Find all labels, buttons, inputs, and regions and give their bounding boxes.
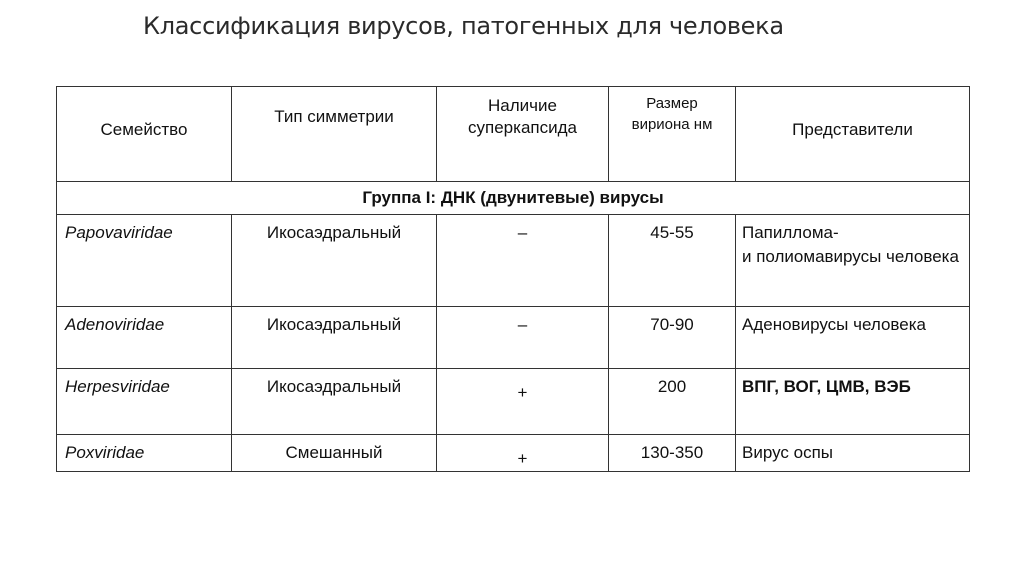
header-envelope: Наличие суперкапсида: [437, 87, 609, 182]
cell-symmetry: Икосаэдральный: [232, 369, 437, 435]
cell-envelope: –: [437, 307, 609, 369]
table-row: [57, 215, 970, 307]
virus-classification-table: [56, 86, 970, 472]
group-row: [57, 182, 970, 215]
slide-title: Классификация вирусов, патогенных для человека: [143, 12, 784, 40]
cell-envelope: –: [437, 215, 609, 307]
table-header-row: [57, 87, 970, 182]
table-row: [57, 435, 970, 472]
cell-envelope: +: [437, 435, 609, 472]
table-row: [57, 369, 970, 435]
cell-representatives: Аденовирусы человека: [736, 307, 970, 369]
cell-size: 200: [609, 369, 736, 435]
cell-size: 70-90: [609, 307, 736, 369]
cell-size: 130-350: [609, 435, 736, 472]
cell-representatives: ВПГ, ВОГ, ЦМВ, ВЭБ: [736, 369, 970, 435]
cell-symmetry: Икосаэдральный: [232, 307, 437, 369]
cell-family: Adenoviridae: [57, 307, 232, 369]
header-representatives: Представители: [736, 87, 970, 182]
cell-representatives: Папиллома- и полиомавирусы человека: [736, 215, 970, 307]
cell-family: Poxviridae: [57, 435, 232, 472]
cell-family: Papovaviridae: [57, 215, 232, 307]
cell-representatives: Вирус оспы: [736, 435, 970, 472]
cell-symmetry: Смешанный: [232, 435, 437, 472]
header-family: Семейство: [57, 87, 232, 182]
header-symmetry: Тип симметрии: [232, 87, 437, 182]
cell-size: 45-55: [609, 215, 736, 307]
cell-symmetry: Икосаэдральный: [232, 215, 437, 307]
table-row: [57, 307, 970, 369]
header-size: Размер вириона нм: [609, 87, 736, 182]
group-label: Группа I: ДНК (двунитевые) вирусы: [57, 182, 970, 215]
cell-envelope: +: [437, 369, 609, 435]
cell-family: Herpesviridae: [57, 369, 232, 435]
